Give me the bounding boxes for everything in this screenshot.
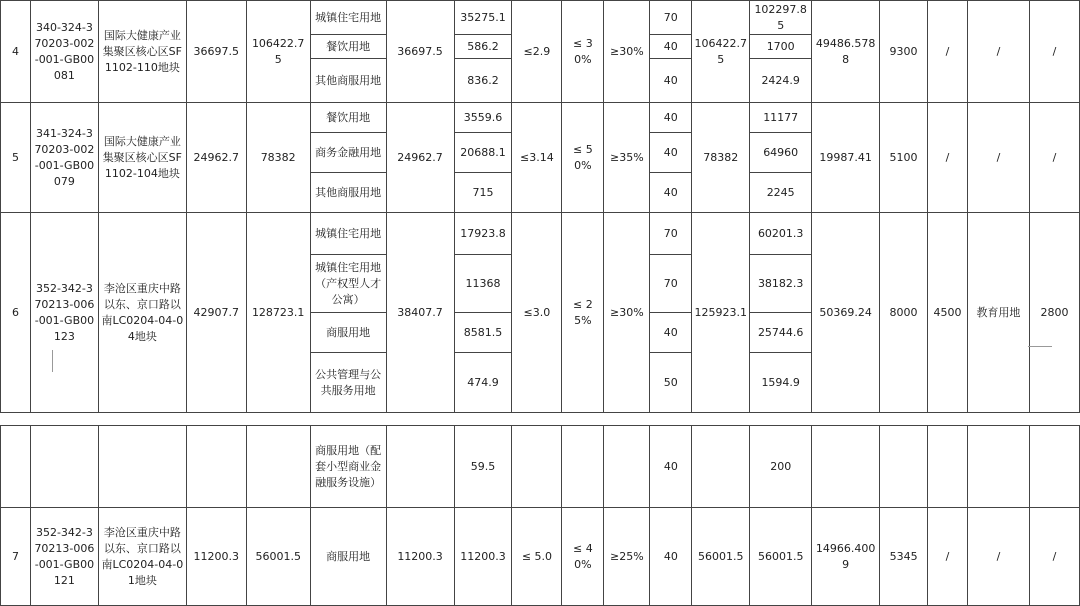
parcel-code: 340-324-370203-002-001-GB00081 (30, 1, 98, 103)
scan-mark (1028, 346, 1052, 347)
far-area: 56001.5 (246, 508, 310, 606)
extra-col-2: / (967, 103, 1029, 213)
extra-col-2: 教育用地 (967, 213, 1029, 413)
table-row (1, 508, 1080, 606)
use-name: 餐饮用地 (310, 103, 386, 133)
extra-col-1: / (928, 103, 968, 213)
green-ratio: ≥30% (604, 1, 650, 103)
extra-col-1: / (928, 1, 968, 103)
use-value: 3559.6 (454, 103, 512, 133)
building-density: ≤ 25% (562, 213, 604, 413)
use-years: 40 (650, 133, 692, 173)
table-row (1, 426, 1080, 508)
green-ratio: ≥30% (604, 213, 650, 413)
row-number: 5 (1, 103, 31, 213)
total-gfa: 125923.1 (692, 213, 750, 413)
extra-col-1: 4500 (928, 213, 968, 413)
use-years: 40 (650, 173, 692, 213)
use-gfa: 64960 (750, 133, 812, 173)
use-name: 城镇住宅用地 (310, 213, 386, 255)
use-years: 70 (650, 1, 692, 35)
use-years: 40 (650, 508, 692, 606)
deposit: 5100 (880, 103, 928, 213)
plot-ratio: ≤3.14 (512, 103, 562, 213)
use-gfa: 2424.9 (750, 59, 812, 103)
use-gfa: 200 (750, 426, 812, 508)
land-area: 24962.7 (186, 103, 246, 213)
use-value: 35275.1 (454, 1, 512, 35)
use-name: 城镇住宅用地 (310, 1, 386, 35)
use-value: 59.5 (454, 426, 512, 508)
green-ratio: ≥25% (604, 508, 650, 606)
start-price: 49486.5788 (812, 1, 880, 103)
use-value: 20688.1 (454, 133, 512, 173)
use-years: 70 (650, 255, 692, 313)
extra-col-3: 2800 (1029, 213, 1079, 413)
parcel-code: 341-324-370203-002-001-GB00079 (30, 103, 98, 213)
far-area: 78382 (246, 103, 310, 213)
use-area: 24962.7 (386, 103, 454, 213)
use-name: 商务金融用地 (310, 133, 386, 173)
use-name: 公共管理与公共服务用地 (310, 353, 386, 413)
use-value: 11368 (454, 255, 512, 313)
use-name: 商服用地 (310, 508, 386, 606)
use-years: 50 (650, 353, 692, 413)
start-price: 14966.4009 (812, 508, 880, 606)
use-name: 商服用地（配套小型商业金融服务设施） (310, 426, 386, 508)
start-price: 19987.41 (812, 103, 880, 213)
use-years: 40 (650, 313, 692, 353)
extra-col-2: / (967, 1, 1029, 103)
row-number: 7 (1, 508, 31, 606)
parcel-location: 李沧区重庆中路以东、京口路以南LC0204-04-01地块 (98, 508, 186, 606)
deposit: 9300 (880, 1, 928, 103)
use-value: 836.2 (454, 59, 512, 103)
use-area: 36697.5 (386, 1, 454, 103)
table-row (1, 1, 1080, 35)
use-name: 餐饮用地 (310, 35, 386, 59)
extra-col-3: / (1029, 508, 1079, 606)
building-density: ≤ 40% (562, 508, 604, 606)
use-years: 40 (650, 426, 692, 508)
use-gfa: 38182.3 (750, 255, 812, 313)
use-years: 40 (650, 103, 692, 133)
use-gfa: 11177 (750, 103, 812, 133)
total-gfa: 106422.75 (692, 1, 750, 103)
total-gfa: 56001.5 (692, 508, 750, 606)
use-gfa: 56001.5 (750, 508, 812, 606)
land-area: 36697.5 (186, 1, 246, 103)
plot-ratio: ≤2.9 (512, 1, 562, 103)
use-area: 38407.7 (386, 213, 454, 413)
use-gfa: 2245 (750, 173, 812, 213)
use-gfa: 1594.9 (750, 353, 812, 413)
start-price: 50369.24 (812, 213, 880, 413)
deposit: 8000 (880, 213, 928, 413)
use-name: 城镇住宅用地（产权型人才公寓） (310, 255, 386, 313)
table-row (1, 213, 1080, 255)
use-value: 17923.8 (454, 213, 512, 255)
use-gfa: 25744.6 (750, 313, 812, 353)
use-years: 40 (650, 35, 692, 59)
table-row (1, 103, 1080, 133)
extra-col-3: / (1029, 1, 1079, 103)
parcel-location: 国际大健康产业集聚区核心区SF1102-110地块 (98, 1, 186, 103)
extra-col-1: / (928, 508, 968, 606)
use-gfa: 1700 (750, 35, 812, 59)
building-density: ≤ 50% (562, 103, 604, 213)
far-area: 128723.1 (246, 213, 310, 413)
land-area: 42907.7 (186, 213, 246, 413)
use-name: 其他商服用地 (310, 173, 386, 213)
use-value: 586.2 (454, 35, 512, 59)
parcel-code: 352-342-370213-006-001-GB00123 (30, 213, 98, 413)
row-number: 6 (1, 213, 31, 413)
plot-ratio: ≤ 5.0 (512, 508, 562, 606)
deposit: 5345 (880, 508, 928, 606)
building-density: ≤ 30% (562, 1, 604, 103)
use-years: 40 (650, 59, 692, 103)
total-gfa: 78382 (692, 103, 750, 213)
use-area: 11200.3 (386, 508, 454, 606)
parcel-location: 李沧区重庆中路以东、京口路以南LC0204-04-04地块 (98, 213, 186, 413)
land-table-bottom (0, 425, 1080, 606)
use-gfa: 102297.85 (750, 1, 812, 35)
far-area: 106422.75 (246, 1, 310, 103)
use-name: 其他商服用地 (310, 59, 386, 103)
green-ratio: ≥35% (604, 103, 650, 213)
parcel-code: 352-342-370213-006-001-GB00121 (30, 508, 98, 606)
use-value: 8581.5 (454, 313, 512, 353)
page-break-gap (0, 413, 1080, 425)
use-value: 474.9 (454, 353, 512, 413)
use-name: 商服用地 (310, 313, 386, 353)
extra-col-3: / (1029, 103, 1079, 213)
use-gfa: 60201.3 (750, 213, 812, 255)
parcel-location: 国际大健康产业集聚区核心区SF1102-104地块 (98, 103, 186, 213)
extra-col-2: / (968, 508, 1030, 606)
plot-ratio: ≤3.0 (512, 213, 562, 413)
row-number: 4 (1, 1, 31, 103)
scan-mark (52, 350, 53, 372)
use-value: 715 (454, 173, 512, 213)
use-value: 11200.3 (454, 508, 512, 606)
use-years: 70 (650, 213, 692, 255)
land-area: 11200.3 (186, 508, 246, 606)
